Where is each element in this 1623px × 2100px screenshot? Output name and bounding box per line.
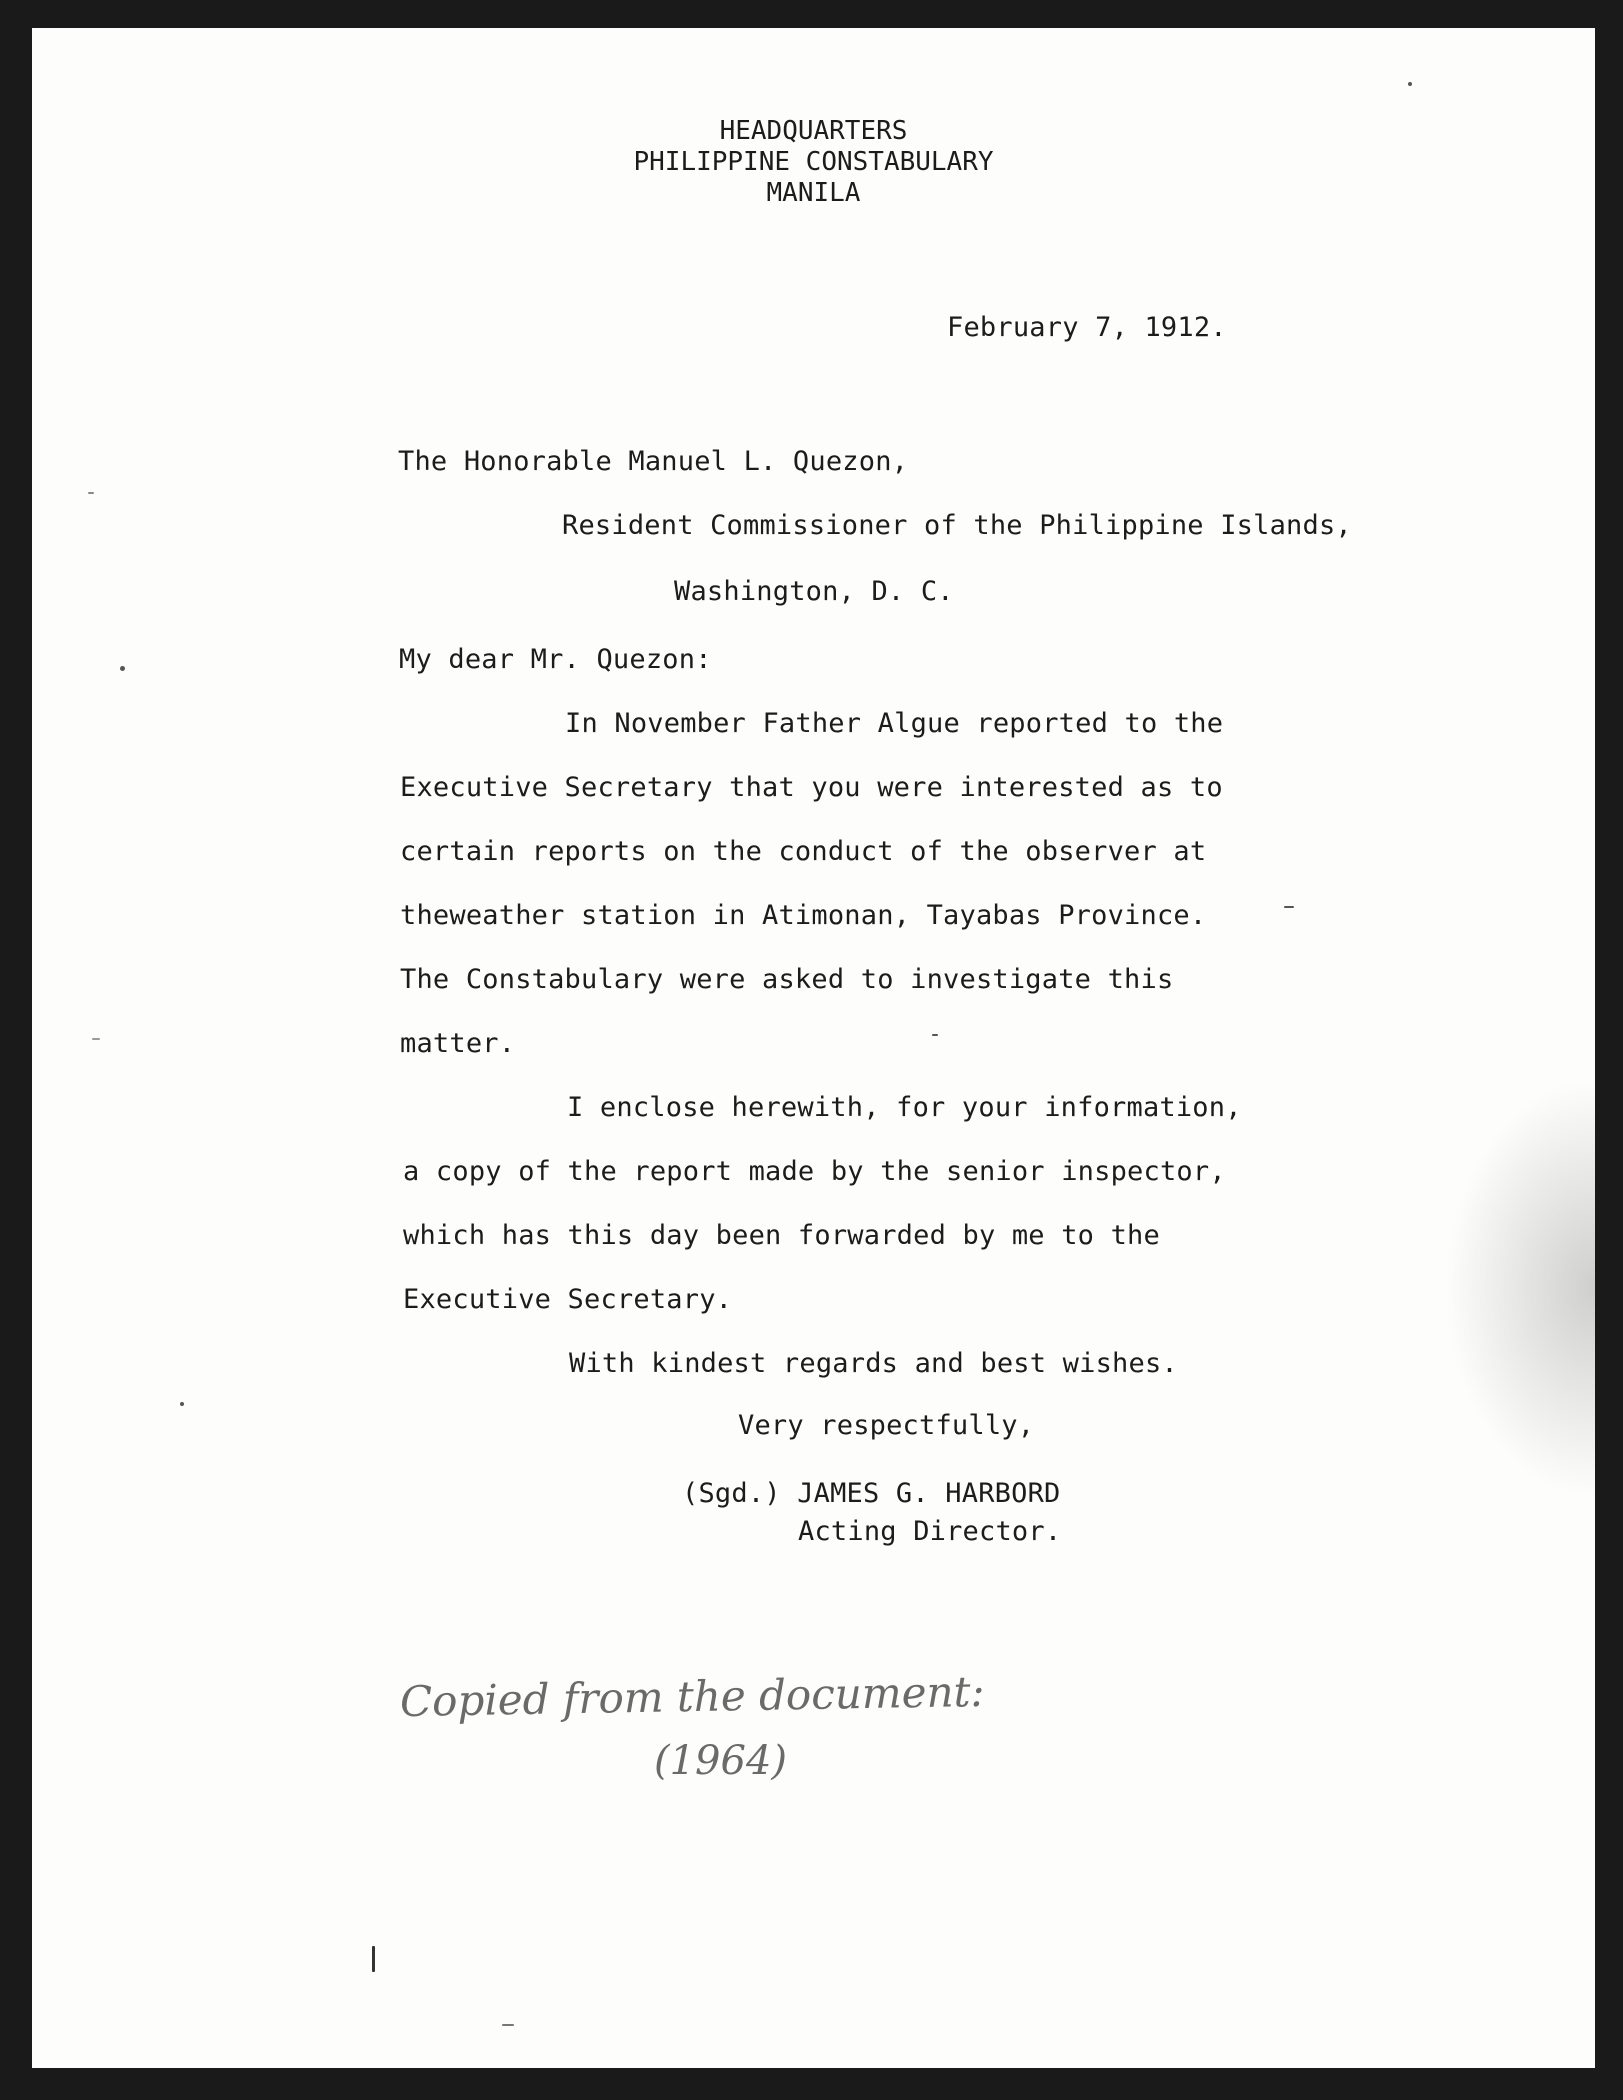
- scan-speck: [88, 492, 94, 494]
- body-line: With kindest regards and best wishes.: [569, 1348, 1178, 1379]
- letter-page: [32, 28, 1595, 2068]
- address-line-2: Resident Commissioner of the Philippine Islands,: [562, 510, 1352, 541]
- handwritten-note-line-1: Copied from the document:: [399, 1666, 985, 1727]
- body-line: In November Father Algue reported to the: [565, 708, 1224, 739]
- signer-title: Acting Director.: [798, 1516, 1062, 1547]
- body-line: The Constabulary were asked to investigate this: [400, 964, 1174, 995]
- letterhead-line-2: PHILIPPINE CONSTABULARY: [633, 147, 994, 177]
- body-line: which has this day been forwarded by me to the: [403, 1220, 1160, 1251]
- salutation: My dear Mr. Quezon:: [399, 644, 712, 675]
- letterhead: [32, 116, 1595, 209]
- body-line: a copy of the report made by the senior inspector,: [403, 1156, 1226, 1187]
- letter-date: February 7, 1912.: [947, 312, 1227, 343]
- scan-speck: [92, 1038, 100, 1040]
- body-line: Executive Secretary that you were interested as to: [400, 772, 1223, 803]
- letterhead-line-1: HEADQUARTERS: [719, 116, 908, 146]
- scan-speck: [1408, 82, 1412, 86]
- ink-mark: [372, 1946, 375, 1972]
- body-line: Executive Secretary.: [403, 1284, 733, 1315]
- address-line-3: Washington, D. C.: [674, 576, 954, 607]
- scan-speck: [932, 1034, 938, 1036]
- handwritten-note-line-2: (1964): [654, 1738, 788, 1784]
- body-line: matter.: [400, 1028, 516, 1059]
- scan-speck: [120, 666, 125, 671]
- scan-speck: [502, 2024, 514, 2026]
- letterhead-line-3: MANILA: [766, 178, 861, 208]
- scan-speck: [180, 1402, 184, 1406]
- body-line: theweather station in Atimonan, Tayabas Province.: [400, 900, 1207, 931]
- complimentary-close: Very respectfully,: [738, 1410, 1035, 1441]
- body-line: I enclose herewith, for your information,: [567, 1092, 1242, 1123]
- signature-line: (Sgd.) JAMES G. HARBORD: [682, 1478, 1061, 1509]
- scan-speck: [1284, 906, 1294, 908]
- body-line: certain reports on the conduct of the observer at: [400, 836, 1207, 867]
- address-line-1: The Honorable Manuel L. Quezon,: [398, 446, 909, 477]
